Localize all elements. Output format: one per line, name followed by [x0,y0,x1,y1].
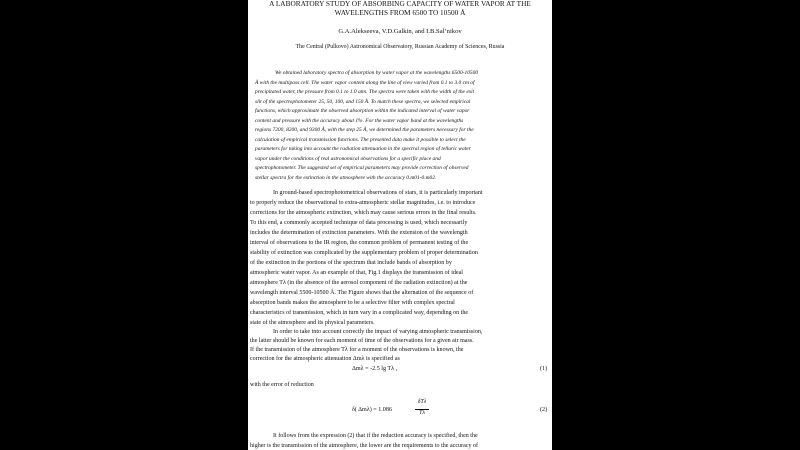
paper-authors: G.A.Alekseeva, V.D.Galkin, and I.B.Sal’nikov [338,28,462,35]
paper-page [248,0,552,450]
body-line: interval of observations to the IR region, the common problem of permanent testing of the [250,240,469,246]
abstract-line: stellar spectra for the extinction in the atmosphere with the accuracy 0.m01-0.m02. [255,174,437,181]
body-line: corrections for the atmospheric extinction, which may cause serious errors in the final results. [250,210,477,216]
body-line: higher is the transmission of the atmosphere, the lower are the requirements to the accuracy of [250,443,479,449]
paper-title-line-1: A LABORATORY STUDY OF ABSORBING CAPACITY OF WATER VAPOR AT THE [269,0,531,8]
body-line: correction for the atmospheric attenuation Δmλ is specified as [250,356,400,362]
equation-2-numerator: δTλ [417,399,427,405]
equation-2-denominator: Tλ [419,410,425,416]
abstract-line: regions 7200, 8200, and 9300 Å, with the step 25 Å, we determined the parameters necessary for the [255,127,474,133]
equation-2-number: (2) [540,407,548,413]
equation-2-lhs: δ( Δmλ) = 1.086 [352,407,392,413]
body-line: In ground-based spectrophotometrical observations of stars, it is particularly important [273,190,483,196]
body-line: state of the atmosphere and its physical parameters. [250,320,375,326]
abstract-line: slit of the spectrophotometer 25, 50, 100, and 150 Å. To match these spectra, we selected empirical [255,98,471,105]
abstract-line: functions, which approximate the observed absorption within the indicated interval of water vapor [255,108,470,114]
abstract-line: vapor under the conditions of real astronomical observations for a specific place and [255,155,441,162]
body-line: to properly reduce the observational to extra-atmospheric stellar magnitudes, i.e. to introduce [250,200,476,206]
body-line: includes the determination of extinction parameters. With the extension of the wavelength [250,230,468,236]
body-line: If the transmission of the atmosphere Tλ for a moment of the observations is known, the [250,347,464,353]
body-line: atmospheric water vapor. As an example of that, Fig.1 displays the transmission of ideal [250,270,463,276]
error-text: with the error of reduction [250,382,314,388]
body-line: characteristics of transmission, which in turn vary in a complicated way, depending on the [250,310,469,316]
abstract-line: We obtained laboratory spectra of absorption by water vapor at the wavelengths 6500-10500 [275,70,479,76]
abstract-line: calculation of empirical transmission functions. The presented data make it possible to select the [255,136,466,143]
abstract-line: Å with the multipass cell. The water vapor content along the line of view varied from 0.1 to 3.0 cm of [255,79,475,86]
body-line: In order to take into account correctly the impact of varying atmospheric transmission, [273,329,483,335]
body-line: atmosphere Tλ (in the absence of the aerosol component of the radiation extinction) at the [250,280,468,286]
body-line: the latter should be known for each moment of time of the observations for a given air mass. [250,338,474,344]
body-line: of the extinction in the portions of the spectrum that include bands of absorption by [250,260,452,266]
paper-affiliation: The Central (Pulkovo) Astronomical Observatory, Russian Academy of Sciences, Russia [295,44,505,50]
body-line: To this end, a commonly accepted technique of data processing is used, which necessarily [250,220,468,226]
body-line: It follows from the expression (2) that if the reduction accuracy is specified, then the [273,433,478,439]
body-line: wavelength interval 5500-10500 Å. The Figure shows that the alternation of the sequence of [250,290,474,296]
equation-1-expression: Δmλ = -2.5 lg Tλ , [352,366,398,372]
abstract-line: parameters for taking into account the radiation attenuation in the spectral region of telluric water [255,146,471,152]
body-line: absorption bands makes the atmosphere to be a selective filter with complex spectral [250,300,455,306]
abstract-line: spectrophotometer. The suggested set of empirical parameters may provide correction of observed [255,165,469,171]
abstract-line: precipitated water, the pressure from 0.1 to 1.0 atm. The spectra were taken with the width of the exit [255,89,475,95]
body-line: stability of extinction was complicated by the supplementary problem of proper determination [250,250,478,256]
paper-title-line-2: WAVELENGTHS FROM 6500 TO 10500 Å [334,8,466,17]
equation-1-number: (1) [540,366,548,372]
abstract-line: content and pressure with the accuracy about 1%. For the water vapor band at the wavelengths [255,117,464,124]
